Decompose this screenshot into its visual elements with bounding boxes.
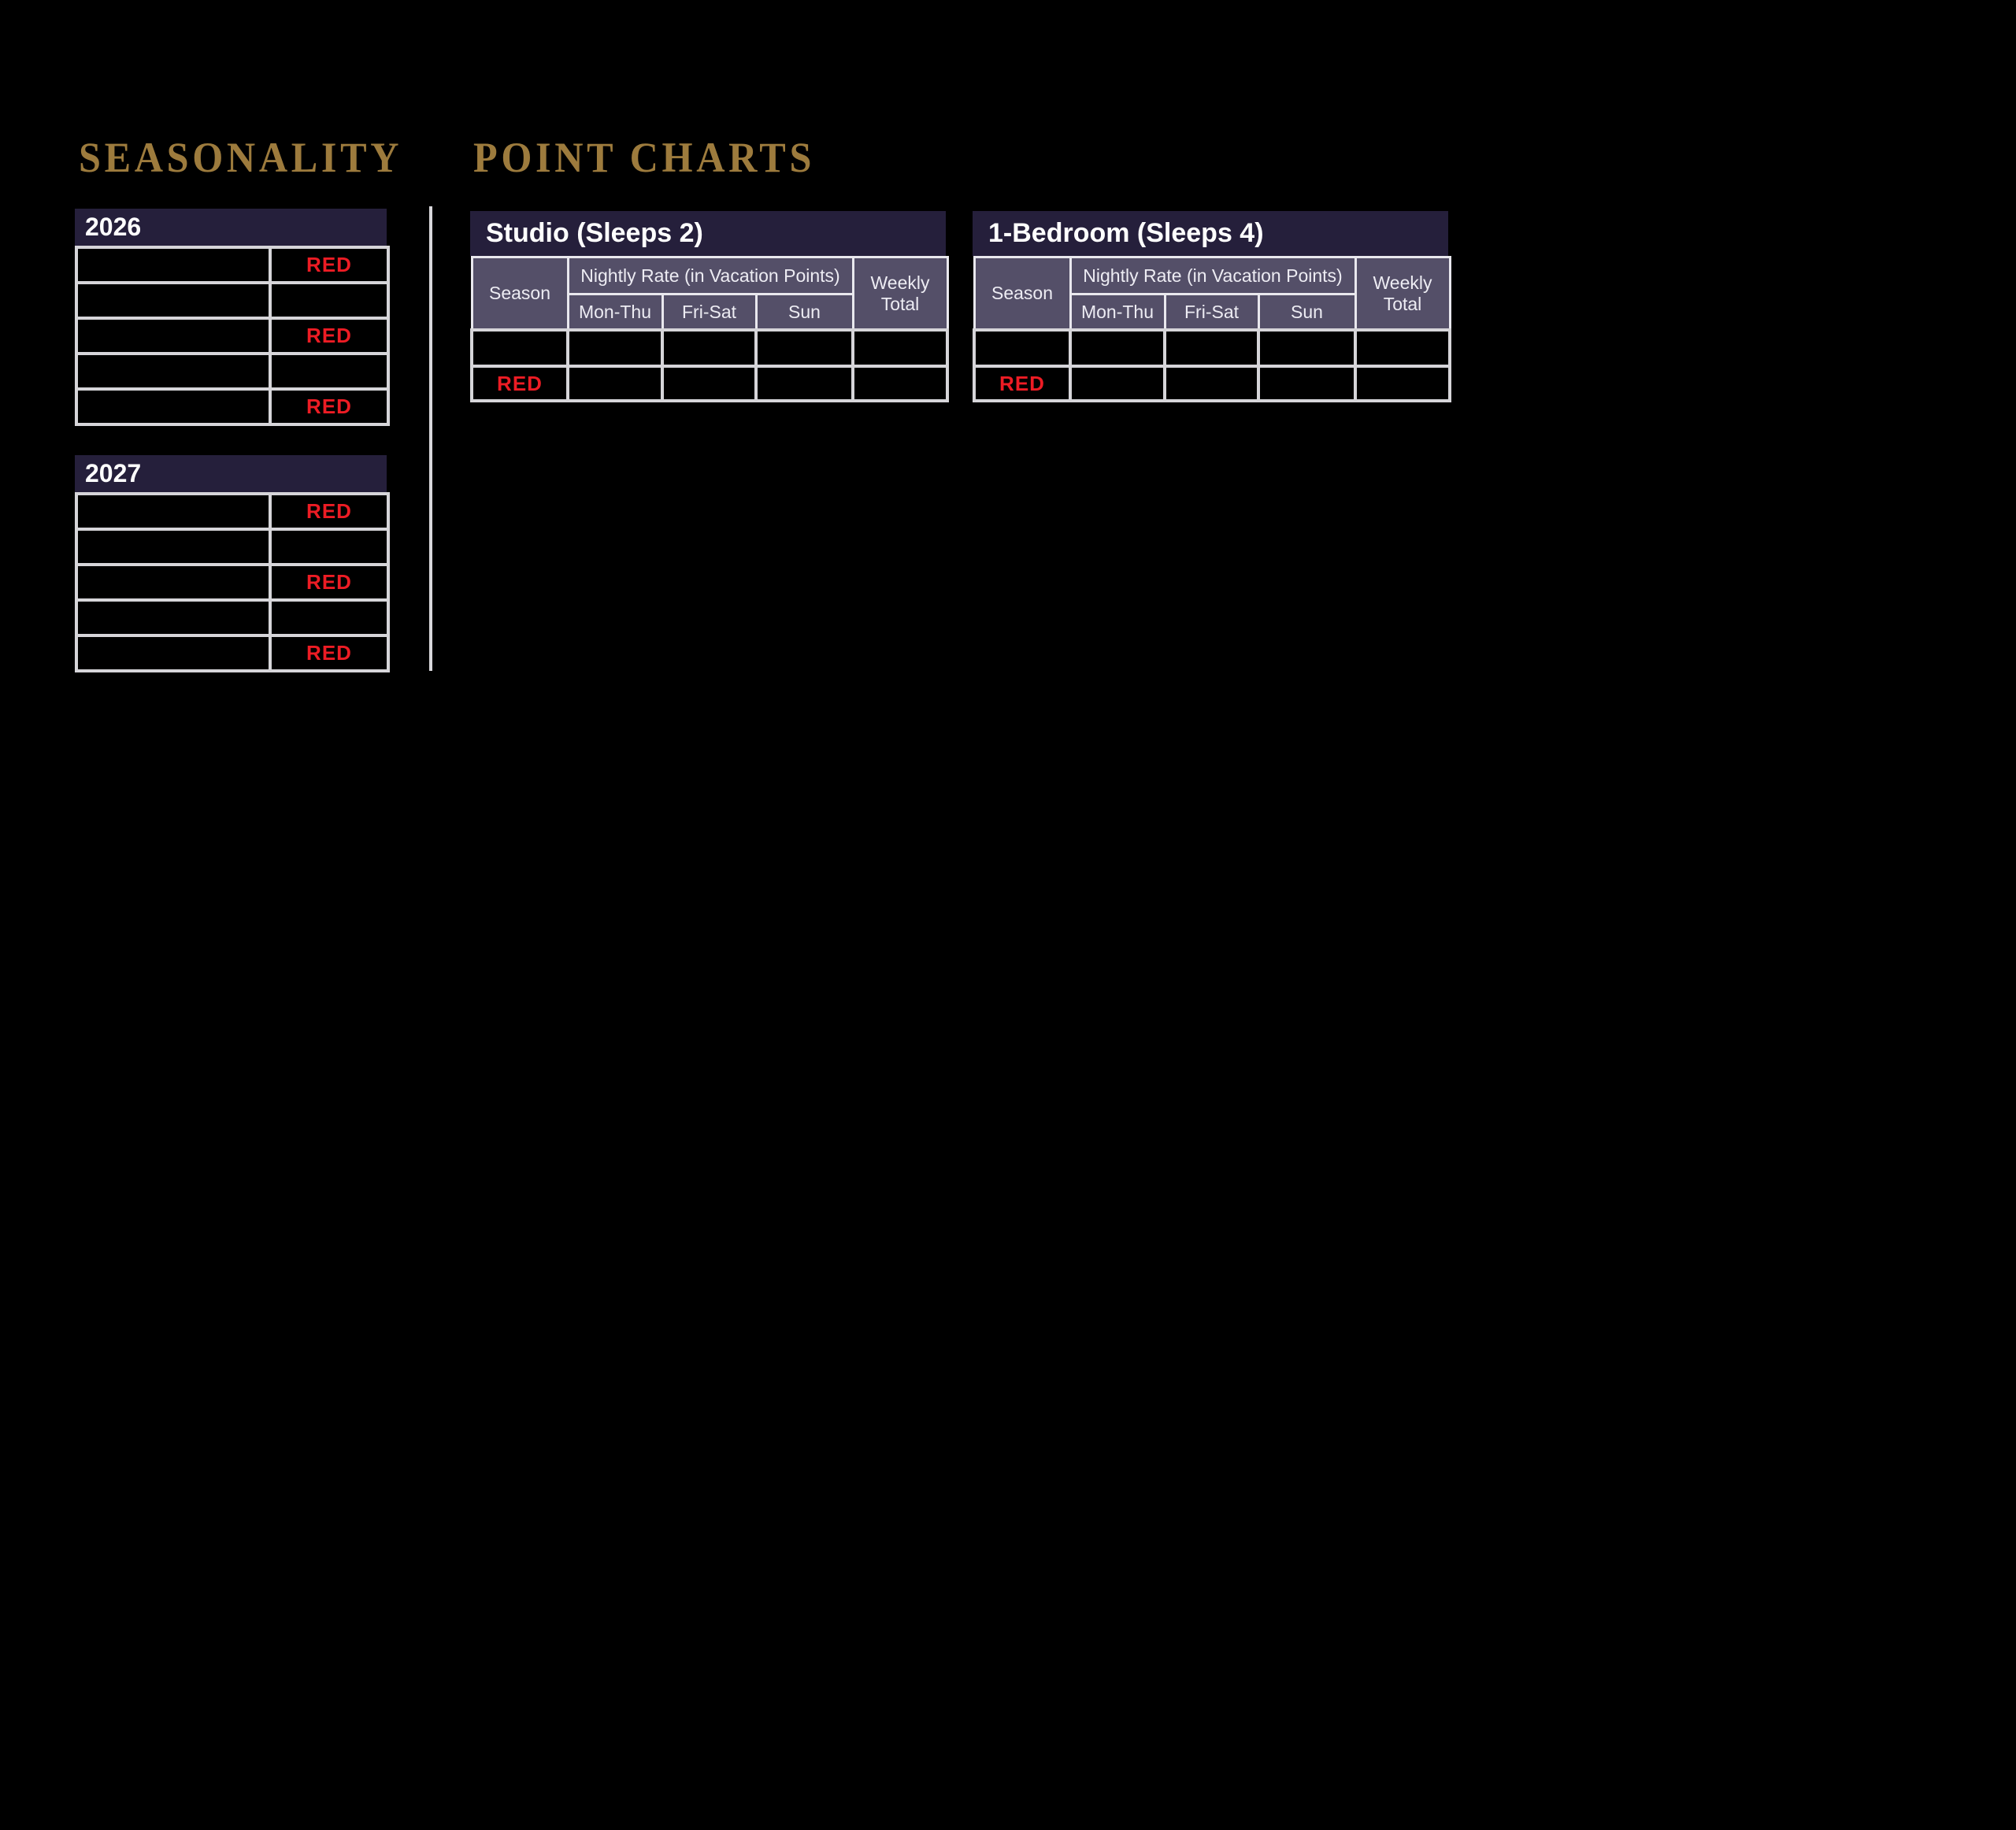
weekly-total-cell: [853, 366, 947, 401]
year-header: 2027: [75, 455, 387, 492]
season-cell: [974, 330, 1070, 366]
season-name-cell: [76, 565, 270, 600]
season-cell: RED: [472, 366, 568, 401]
point-chart-grid: [470, 256, 949, 402]
nightly-rate-group-header: Nightly Rate (in Vacation Points): [568, 257, 853, 295]
mon-thu-cell: [568, 366, 662, 401]
sun-cell: [756, 330, 853, 366]
point-chart-1-bedroom: [973, 211, 1448, 402]
fri-sat-cell: [662, 366, 756, 401]
table-row: [76, 494, 388, 529]
table-row: [76, 247, 388, 283]
season-cell: [472, 330, 568, 366]
season-name-cell: [76, 494, 270, 529]
table-row: [76, 354, 388, 389]
weekly-total-column-header: Weekly Total: [1355, 257, 1450, 331]
seasonality-table-2027: [75, 455, 387, 672]
point-chart-studio: [470, 211, 946, 402]
weekly-total-cell: [853, 330, 947, 366]
table-row: [472, 330, 947, 366]
season-name-cell: [76, 635, 270, 671]
season-color-cell: RED: [270, 494, 388, 529]
point-chart-grid: [973, 256, 1451, 402]
season-color-cell: [270, 529, 388, 565]
mon-thu-cell: [568, 330, 662, 366]
header-row: [472, 257, 947, 295]
weekly-total-cell: [1355, 330, 1450, 366]
room-type-title: 1-Bedroom (Sleeps 4): [973, 211, 1448, 256]
table-row: [76, 318, 388, 354]
sun-cell: [1258, 366, 1355, 401]
room-type-title: Studio (Sleeps 2): [470, 211, 946, 256]
nightly-rate-group-header: Nightly Rate (in Vacation Points): [1070, 257, 1355, 295]
seasonality-grid: [75, 246, 390, 426]
season-name-cell: [76, 318, 270, 354]
season-name-cell: [76, 389, 270, 424]
fri-sat-column-header: Fri-Sat: [662, 295, 756, 331]
table-row: [974, 330, 1450, 366]
season-name-cell: [76, 529, 270, 565]
season-name-cell: [76, 247, 270, 283]
season-name-cell: [76, 354, 270, 389]
header-row: [974, 257, 1450, 295]
mon-thu-column-header: Mon-Thu: [568, 295, 662, 331]
season-color-cell: [270, 283, 388, 318]
table-row: [76, 529, 388, 565]
table-row: [472, 366, 947, 401]
year-header: 2026: [75, 209, 387, 246]
fri-sat-cell: [1165, 330, 1258, 366]
sun-column-header: Sun: [756, 295, 853, 331]
season-cell: RED: [974, 366, 1070, 401]
seasonality-table-2026: [75, 209, 387, 426]
season-color-cell: [270, 600, 388, 635]
sun-column-header: Sun: [1258, 295, 1355, 331]
season-color-cell: [270, 354, 388, 389]
seasonality-heading: SEASONALITY: [79, 134, 403, 181]
mon-thu-cell: [1070, 366, 1165, 401]
mon-thu-cell: [1070, 330, 1165, 366]
fri-sat-cell: [662, 330, 756, 366]
season-name-cell: [76, 600, 270, 635]
sun-cell: [1258, 330, 1355, 366]
table-row: [76, 283, 388, 318]
weekly-total-column-header: Weekly Total: [853, 257, 947, 331]
fri-sat-cell: [1165, 366, 1258, 401]
fri-sat-column-header: Fri-Sat: [1165, 295, 1258, 331]
point-charts-heading: POINT CHARTS: [473, 134, 816, 181]
season-color-cell: RED: [270, 247, 388, 283]
table-row: [76, 600, 388, 635]
table-row: [76, 635, 388, 671]
weekly-total-cell: [1355, 366, 1450, 401]
table-row: [974, 366, 1450, 401]
season-color-cell: RED: [270, 635, 388, 671]
seasonality-grid: [75, 492, 390, 672]
season-color-cell: RED: [270, 389, 388, 424]
season-color-cell: RED: [270, 318, 388, 354]
section-divider: [429, 206, 432, 671]
sun-cell: [756, 366, 853, 401]
table-row: [76, 565, 388, 600]
season-name-cell: [76, 283, 270, 318]
season-column-header: Season: [472, 257, 568, 331]
season-color-cell: RED: [270, 565, 388, 600]
table-row: [76, 389, 388, 424]
mon-thu-column-header: Mon-Thu: [1070, 295, 1165, 331]
season-column-header: Season: [974, 257, 1070, 331]
